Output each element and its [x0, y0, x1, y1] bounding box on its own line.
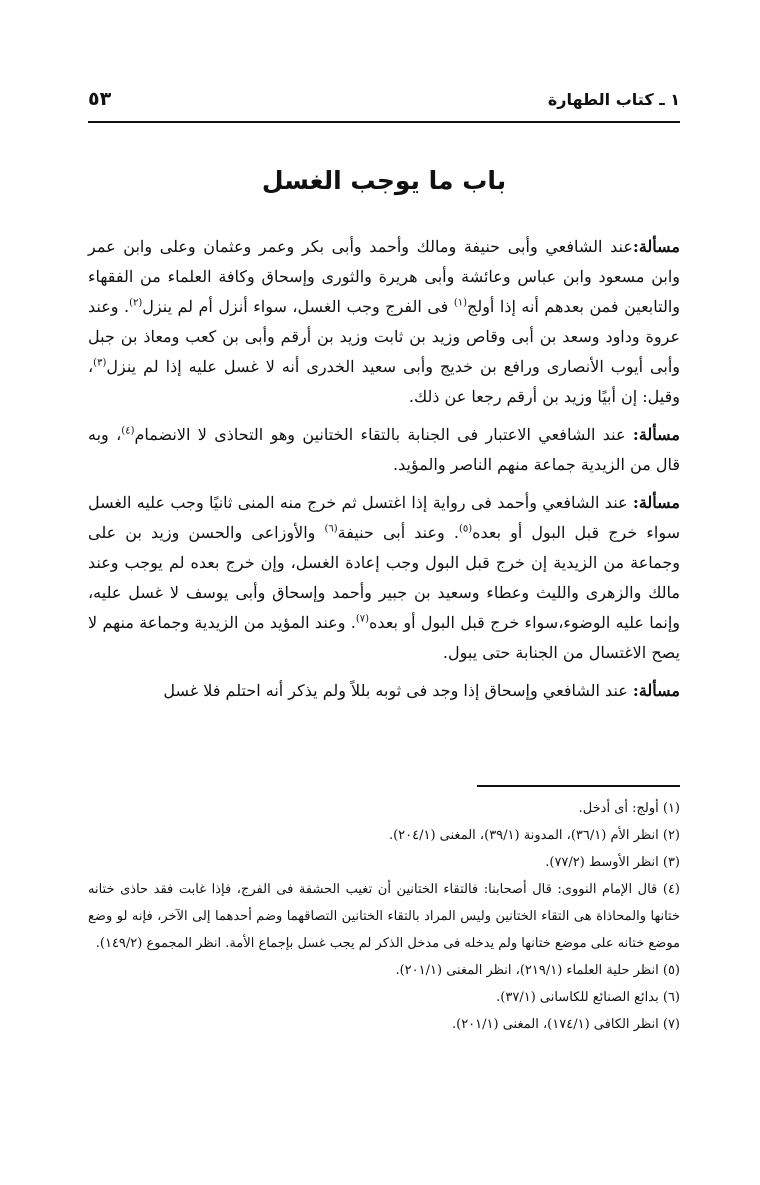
footnote-ref: (٥)	[458, 523, 473, 535]
footnote-ref: (٦)	[324, 523, 338, 535]
issue-label: مسألة:	[632, 681, 680, 700]
footnote-ref: (٧)	[355, 613, 370, 625]
paragraph-text: عند الشافعي الاعتبار فى الجنابة بالتقاء الختانين وهو التحاذى لا الانضمام	[134, 425, 633, 444]
footnote-ref: (٤)	[121, 425, 135, 437]
footnote-item: (٥) انظر حلية العلماء (٢١٩/١)، انظر المغنى (٢٠١/١).	[395, 963, 680, 978]
paragraph-text: والأوزاعى والحسن وزيد بن على وجماعة من الزيدية إن خرج قبل البول وجب إعادة الغسل، وإن خرج بعده لم يوجب وعند مالك والزهرى والليث وعطاء وسعيد بن جبير وأحمد وإسحاق وأبى يوسف لا غسل عليه، وإنما عليه الوضوء،سواء خرج قبل البول أو بعده	[88, 523, 680, 632]
header-rule	[88, 121, 680, 123]
paragraph-text: . وعند عروة وداود وسعد بن أبى وقاص وزيد بن ثابت وزيد بن أرقم وأبى بن كعب ومعاذ بن جبل وأبى أيوب الأنصارى ورافع بن خديج وأبى سعيد الخدرى أنه لا غسل عليه إذا لم ينزل	[88, 297, 680, 376]
issue-label: مسألة:	[632, 425, 680, 444]
running-header	[88, 88, 680, 118]
issue-label: مسألة:	[632, 237, 680, 256]
footnote-item: (٦) بدائع الصنائع للكاسانى (٣٧/١).	[496, 990, 680, 1005]
footnote-ref: (٣)	[93, 357, 107, 369]
footnotes	[88, 795, 680, 1038]
chapter-title: باب ما يوجب الغسل	[261, 166, 507, 195]
paragraph-text: عند الشافعي وإسحاق إذا وجد فى ثوبه بللاً ولم يذكر أنه احتلم فلا غسل	[163, 681, 633, 700]
running-title: ١ ـ كتاب الطهارة	[547, 90, 680, 109]
issue-label: مسألة:	[632, 493, 680, 512]
paragraph-text: فى الفرج وجب الغسل، سواء أنزل أم لم ينزل	[142, 297, 454, 316]
footnote-item: (١) أولج: أى أدخل.	[578, 801, 680, 816]
footnote-ref: (٢)	[129, 297, 143, 309]
body-text	[88, 232, 680, 714]
footnote-item: (٧) انظر الكافى (١٧٤/١)، المغنى (٢٠١/١).	[451, 1017, 680, 1032]
paragraph-text: عند الشافعي وأبى حنيفة ومالك وأحمد وأبى بكر وعمر وعثمان وعلى وابن عمر وابن مسعود وابن عباس وعائشة وأبى هريرة والثورى وإسحاق وكافة العلماء من الفقهاء والتابعين فمن بعدهم أنه إذا أولج	[88, 237, 681, 316]
footnote-rule	[477, 785, 680, 787]
footnote-item: (٣) انظر الأوسط (٧٧/٢).	[545, 855, 680, 870]
paragraph-text: ، وقيل: إن أبيًا وزيد بن أرقم رجعا عن ذلك.	[88, 357, 680, 406]
paragraph-text: عند الشافعي وأحمد فى رواية إذا اغتسل ثم خرج منه المنى ثانيًا وجب عليه الغسل سواء خرج قبل البول أو بعده	[88, 493, 680, 542]
issue-paragraph	[88, 232, 680, 412]
paragraph-text: ، وبه قال من الزيدية جماعة منهم الناصر والمؤيد.	[88, 425, 680, 474]
issue-paragraph	[88, 676, 680, 706]
paragraph-text: . وعند المؤيد من الزيدية وجماعة منهم لا يصح الاغتسال من الجنابة حتى يبول.	[88, 613, 680, 662]
footnote-ref: (١)	[453, 297, 467, 309]
footnote-item: (٤) قال الإمام النووى: قال أصحابنا: فالتقاء الختانين أن تغيب الحشفة فى الفرج، فإذا غابت فقد حاذى ختانه ختانها والمحاذاة هى التقاء الختانين وليس المراد بالتقاء الختانين التصاقهما وضم أحدهما إلى الآخر، فإنه لو وضع موضع ختانه على موضع ختانها ولم يدخله فى مدخل الذكر لم يجب غسل بإجماع الأمة. انظر المجموع (١٤٩/٢).	[88, 882, 680, 951]
paragraph-text: . وعند أبى حنيفة	[337, 523, 459, 542]
page-number: ٥٣	[88, 88, 112, 110]
footnote-item: (٢) انظر الأم (٣٦/١)، المدونة (٣٩/١)، المغنى (٢٠٤/١).	[388, 828, 680, 843]
issue-paragraph	[88, 420, 680, 480]
issue-paragraph	[88, 488, 680, 668]
